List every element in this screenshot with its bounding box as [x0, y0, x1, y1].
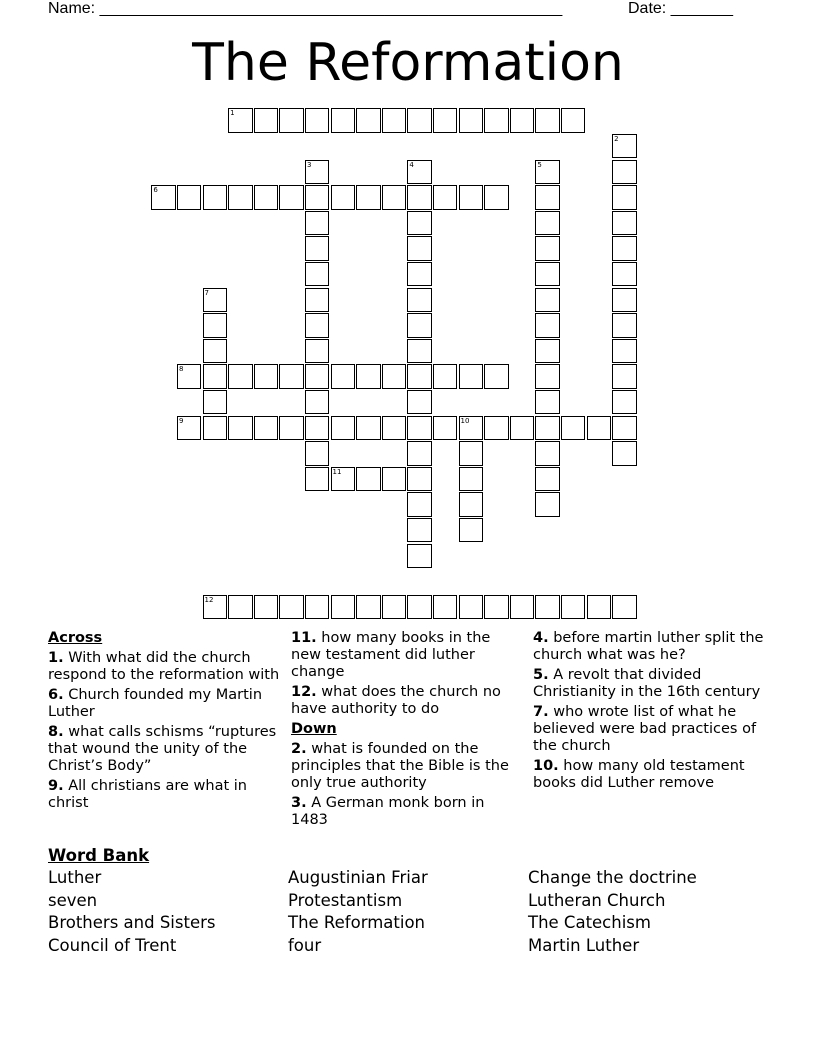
crossword-cell[interactable]: [331, 364, 356, 389]
crossword-cell[interactable]: [459, 185, 484, 210]
clue-number: 7: [204, 288, 210, 297]
crossword-cell[interactable]: [228, 185, 253, 210]
crossword-cell[interactable]: [279, 595, 304, 620]
crossword-cell[interactable]: [612, 595, 637, 620]
crossword-cell[interactable]: [612, 160, 637, 185]
crossword-cell[interactable]: [407, 211, 432, 236]
crossword-cell[interactable]: [407, 339, 432, 364]
crossword-cell[interactable]: [561, 595, 586, 620]
crossword-cell[interactable]: [459, 492, 484, 517]
crossword-cell[interactable]: [331, 416, 356, 441]
crossword-cell[interactable]: [203, 339, 228, 364]
clues-column-1: [48, 630, 280, 815]
crossword-cell[interactable]: [407, 108, 432, 133]
crossword-cell[interactable]: [305, 185, 330, 210]
crossword-cell[interactable]: [279, 108, 304, 133]
crossword-cell[interactable]: [203, 288, 228, 313]
crossword-cell[interactable]: [484, 108, 509, 133]
crossword-cell[interactable]: [356, 364, 381, 389]
crossword-cell[interactable]: [279, 364, 304, 389]
crossword-cell[interactable]: [535, 108, 560, 133]
clue-number: 6: [153, 186, 158, 195]
crossword-cell[interactable]: [535, 160, 560, 185]
crossword-cell[interactable]: [203, 416, 228, 441]
word-bank-item: Martin Luther: [528, 935, 640, 955]
crossword-cell[interactable]: [203, 390, 228, 415]
crossword-cell[interactable]: [254, 108, 279, 133]
crossword-cell[interactable]: [203, 364, 228, 389]
crossword-cell[interactable]: [305, 313, 330, 338]
page-title: The Reformation: [192, 33, 624, 93]
crossword-cell[interactable]: [407, 441, 432, 466]
crossword-cell[interactable]: [407, 185, 432, 210]
crossword-cell[interactable]: [535, 595, 560, 620]
crossword-cell[interactable]: [331, 185, 356, 210]
crossword-cell[interactable]: [433, 108, 458, 133]
crossword-cell[interactable]: [305, 467, 330, 492]
crossword-cell[interactable]: [407, 416, 432, 441]
date-field[interactable]: Date: _______: [628, 0, 733, 17]
crossword-cell[interactable]: [382, 185, 407, 210]
clue-down-4: 4. before martin luther split the church what was he?: [533, 630, 764, 663]
clue-number: 1: [230, 109, 235, 118]
crossword-cell[interactable]: [612, 441, 637, 466]
crossword-cell[interactable]: [382, 108, 407, 133]
clue-number: 5: [537, 160, 542, 169]
clue-number: 9: [178, 416, 184, 425]
clue-down-2: 2. what is founded on the principles that the Bible is the only true authority: [291, 741, 509, 791]
crossword-cell[interactable]: [535, 467, 560, 492]
crossword-cell[interactable]: [459, 441, 484, 466]
crossword-cell[interactable]: [612, 313, 637, 338]
clue-across-9: 9. All christians are what in christ: [48, 778, 247, 811]
crossword-cell[interactable]: [535, 492, 560, 517]
crossword-cell[interactable]: [612, 339, 637, 364]
clue-across-6: 6. Church founded my Martin Luther: [48, 687, 263, 720]
crossword-cell[interactable]: [535, 236, 560, 261]
clue-number: 10: [460, 416, 470, 425]
crossword-cell[interactable]: [433, 416, 458, 441]
word-bank-heading: Word Bank: [48, 846, 150, 865]
crossword-cell[interactable]: [305, 236, 330, 261]
crossword-cell[interactable]: [407, 518, 432, 543]
crossword-cell[interactable]: [254, 185, 279, 210]
crossword-cell[interactable]: [510, 595, 535, 620]
word-bank-item: Augustinian Friar: [288, 868, 428, 887]
crossword-cell[interactable]: [203, 185, 228, 210]
word-bank-item: Council of Trent: [48, 935, 177, 955]
crossword-cell[interactable]: [279, 416, 304, 441]
crossword-cell[interactable]: [535, 288, 560, 313]
crossword-cell[interactable]: [177, 185, 202, 210]
clues-column-2: [291, 630, 523, 832]
crossword-cell[interactable]: [356, 185, 381, 210]
crossword-cell[interactable]: [459, 416, 484, 441]
crossword-cell[interactable]: [305, 160, 330, 185]
crossword-cell[interactable]: [612, 236, 637, 261]
word-bank-item: Lutheran Church: [528, 890, 666, 910]
word-bank-item: Protestantism: [288, 890, 403, 910]
clue-across-8: 8. what calls schisms “ruptures that wound the unity of the Christ’s Body”: [48, 724, 277, 774]
word-bank-item: four: [288, 935, 322, 955]
crossword-cell[interactable]: [535, 211, 560, 236]
crossword-cell[interactable]: [535, 339, 560, 364]
crossword-cell[interactable]: [612, 134, 637, 159]
crossword-cell[interactable]: [535, 313, 560, 338]
crossword-cell[interactable]: [612, 185, 637, 210]
crossword-cell[interactable]: [382, 595, 407, 620]
crossword-cell[interactable]: [484, 364, 509, 389]
crossword-cell[interactable]: [459, 108, 484, 133]
clue-across-11: 11. how many books in the new testament did luther change: [291, 630, 491, 680]
crossword-cell[interactable]: [459, 467, 484, 492]
crossword-cell[interactable]: [382, 364, 407, 389]
crossword-cell[interactable]: [612, 416, 637, 441]
down-heading: Down: [291, 721, 337, 737]
name-field[interactable]: Name: ____________________________________________________: [48, 0, 563, 17]
crossword-cell[interactable]: [433, 364, 458, 389]
clue-number: 3: [306, 160, 312, 169]
clue-number: 8: [178, 365, 184, 374]
crossword-cell[interactable]: [228, 364, 253, 389]
crossword-cell[interactable]: [254, 416, 279, 441]
clue-number: 2: [614, 134, 619, 143]
crossword-cell[interactable]: [612, 364, 637, 389]
crossword-cell[interactable]: [561, 416, 586, 441]
crossword-cell[interactable]: [177, 364, 202, 389]
word-bank-item: Luther: [48, 868, 102, 887]
crossword-cell[interactable]: [407, 288, 432, 313]
crossword-cell[interactable]: [407, 313, 432, 338]
crossword-cell[interactable]: [535, 185, 560, 210]
clue-down-5: 5. A revolt that divided Christianity in the 16th century: [533, 667, 761, 700]
crossword-cell[interactable]: [228, 108, 253, 133]
crossword-cell[interactable]: [407, 262, 432, 287]
crossword-cell[interactable]: [305, 211, 330, 236]
crossword-cell[interactable]: [356, 595, 381, 620]
word-bank: [48, 846, 697, 955]
crossword-cell[interactable]: [331, 595, 356, 620]
crossword-cell[interactable]: [510, 108, 535, 133]
clues-column-3: [533, 630, 765, 795]
crossword-cell[interactable]: [382, 416, 407, 441]
crossword-cell[interactable]: [407, 595, 432, 620]
crossword-cell[interactable]: [305, 416, 330, 441]
crossword-cell[interactable]: [612, 288, 637, 313]
clue-across-1: 1. With what did the church respond to the reformation with: [48, 650, 280, 683]
crossword-cell[interactable]: [561, 108, 586, 133]
crossword-cell[interactable]: [254, 364, 279, 389]
word-bank-item: Change the doctrine: [528, 868, 697, 887]
word-bank-item: Brothers and Sisters: [48, 913, 216, 932]
crossword-cell[interactable]: [305, 364, 330, 389]
crossword-cell[interactable]: [587, 416, 612, 441]
clue-number: 12: [204, 595, 214, 604]
crossword-cell[interactable]: [407, 364, 432, 389]
crossword-cell[interactable]: [356, 108, 381, 133]
crossword-cell[interactable]: [612, 262, 637, 287]
word-bank-item: seven: [48, 890, 98, 910]
crossword-cell[interactable]: [331, 108, 356, 133]
crossword-cell[interactable]: [407, 390, 432, 415]
crossword-cell[interactable]: [407, 492, 432, 517]
crossword-cell[interactable]: [305, 441, 330, 466]
crossword-cell[interactable]: [305, 595, 330, 620]
crossword-cell[interactable]: [484, 595, 509, 620]
across-heading: Across: [48, 630, 103, 646]
crossword-cell[interactable]: [407, 236, 432, 261]
clue-across-12: 12. what does the church no have authority to do: [291, 684, 501, 717]
crossword-cell[interactable]: [407, 160, 432, 185]
clue-number: 11: [332, 467, 342, 476]
crossword-cell[interactable]: [459, 364, 484, 389]
crossword-cell[interactable]: [177, 416, 202, 441]
crossword-cell[interactable]: [459, 518, 484, 543]
crossword-cell[interactable]: [203, 595, 228, 620]
crossword-cell[interactable]: [254, 595, 279, 620]
crossword-cell[interactable]: [433, 185, 458, 210]
crossword-cell[interactable]: [331, 467, 356, 492]
clue-down-7: 7. who wrote list of what he believed were bad practices of the church: [533, 704, 757, 754]
crossword-cell[interactable]: [305, 339, 330, 364]
crossword-cell[interactable]: [305, 288, 330, 313]
crossword-cell[interactable]: [535, 441, 560, 466]
crossword-cell[interactable]: [612, 211, 637, 236]
clue-number: 4: [409, 160, 414, 169]
crossword-cell[interactable]: [484, 416, 509, 441]
crossword-cell[interactable]: [305, 390, 330, 415]
crossword-cell[interactable]: [356, 467, 381, 492]
crossword-cell[interactable]: [484, 185, 509, 210]
clue-down-3: 3. A German monk born in 1483: [291, 795, 485, 828]
crossword-cell[interactable]: [305, 262, 330, 287]
crossword-cell[interactable]: [535, 262, 560, 287]
crossword-cell[interactable]: [382, 467, 407, 492]
word-bank-item: The Catechism: [528, 913, 651, 932]
crossword-cell[interactable]: [535, 364, 560, 389]
crossword-cell[interactable]: [279, 185, 304, 210]
crossword-cell[interactable]: [612, 390, 637, 415]
crossword-cell[interactable]: [535, 390, 560, 415]
crossword-cell[interactable]: [356, 416, 381, 441]
crossword-cell[interactable]: [510, 416, 535, 441]
crossword-cell[interactable]: [535, 416, 560, 441]
crossword-cell[interactable]: [407, 467, 432, 492]
crossword-cell[interactable]: [459, 595, 484, 620]
crossword-cell[interactable]: [407, 544, 432, 569]
crossword-cell[interactable]: [587, 595, 612, 620]
crossword-cell[interactable]: [305, 108, 330, 133]
crossword-cell[interactable]: [151, 185, 176, 210]
crossword-cell[interactable]: [228, 416, 253, 441]
word-bank-item: The Reformation: [288, 913, 425, 932]
clue-down-10: 10. how many old testament books did Luther remove: [533, 758, 745, 791]
crossword-cell[interactable]: [203, 313, 228, 338]
crossword-cell[interactable]: [433, 595, 458, 620]
crossword-cell[interactable]: [228, 595, 253, 620]
